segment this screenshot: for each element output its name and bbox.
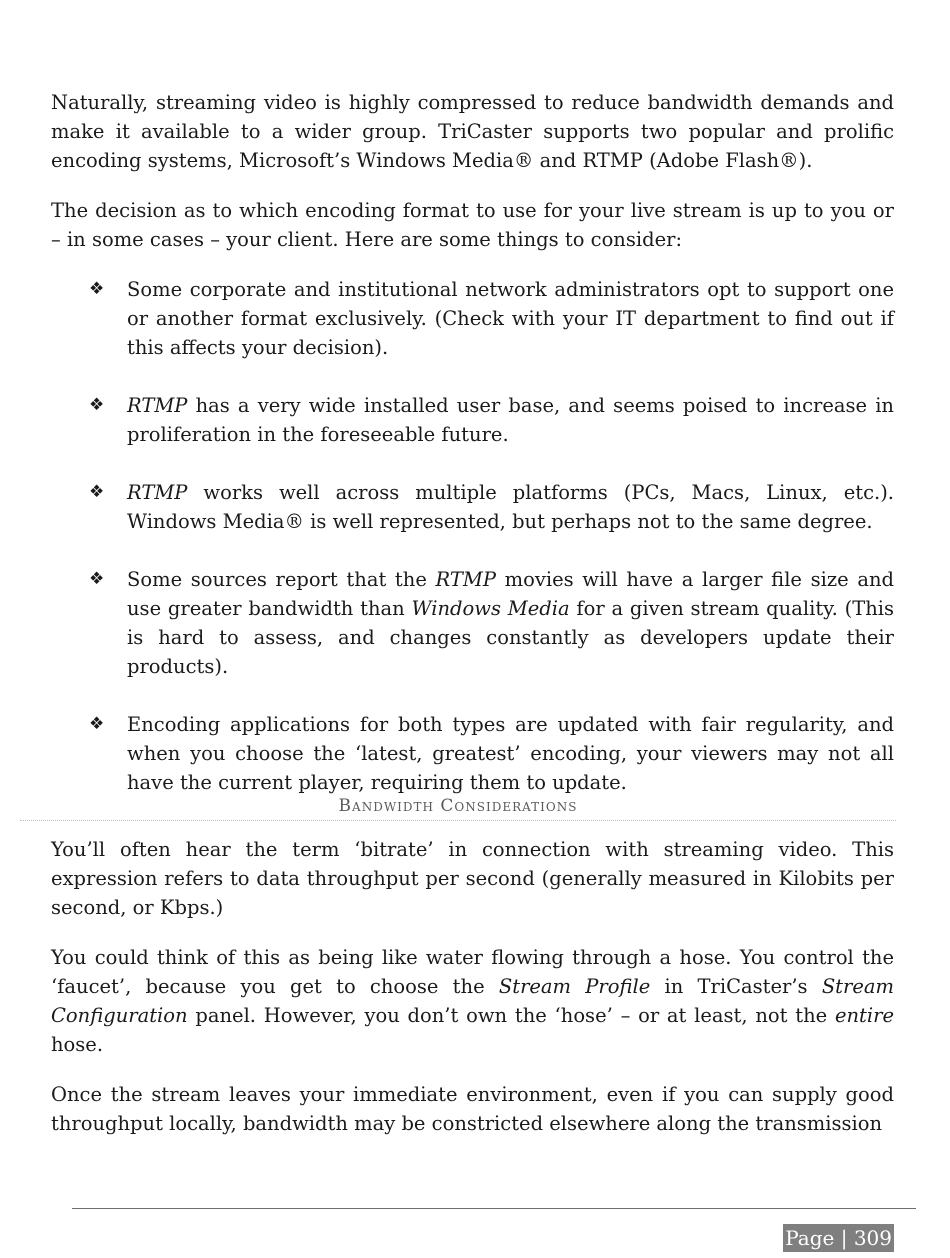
list-item-text: movies will have a larger file size and use greater bandwidth than xyxy=(127,568,894,620)
paragraph-emphasis: entire xyxy=(834,1004,894,1027)
paragraph-text: panel. However, you don’t own the ‘hose’ – or at least, not the xyxy=(187,1004,835,1027)
list-item-emphasis: RTMP xyxy=(435,568,496,591)
footer-divider xyxy=(72,1208,916,1209)
section-paragraph-1: You’ll often hear the term ‘bitrate’ in connection with streaming video. This expression refers to data throughput per second (generally measured in Kilobits per second, or Kbps.) xyxy=(51,838,894,919)
diamond-bullet-icon: ❖ xyxy=(89,279,105,299)
list-item-emphasis: RTMP xyxy=(127,481,188,504)
diamond-bullet-icon: ❖ xyxy=(89,714,105,734)
section-body xyxy=(51,835,894,1159)
list-item-emphasis: Windows Media xyxy=(411,597,570,620)
paragraph-text: You could think of this as being like water flowing through a hose. You control the ‘faucet’, because you get to choose the xyxy=(51,946,894,998)
section-paragraph-3: Once the stream leaves your immediate environment, even if you can supply good throughput locally, bandwidth may be constricted elsewhere along the transmission xyxy=(51,1083,894,1135)
list-item-text: works well across multiple platforms (PCs, Macs, Linux, etc.). Windows Media® is well represented, but perhaps not to the same degree. xyxy=(127,481,894,533)
intro-paragraph-1: Naturally, streaming video is highly compressed to reduce bandwidth demands and make it available to a wider group. TriCaster supports two popular and prolific encoding systems, Microsoft’s Windows Media® and RTMP (Adobe Flash®). xyxy=(51,91,894,172)
considerations-list xyxy=(51,275,894,797)
diamond-bullet-icon: ❖ xyxy=(89,569,105,589)
diamond-bullet-icon: ❖ xyxy=(89,482,105,502)
section-heading: Bandwidth Considerations xyxy=(20,793,896,821)
list-item-text: Some sources report that the xyxy=(127,568,436,591)
page-number-label: Page | 309 xyxy=(785,1226,892,1250)
diamond-bullet-icon: ❖ xyxy=(89,395,105,415)
list-item-text: Some corporate and institutional network administrators opt to support one or another format exclusively. (Check with your IT department to find out if this affects your decision). xyxy=(127,278,894,359)
list-item-text: Encoding applications for both types are updated with fair regularity, and when you choose the ‘latest, greatest’ encoding, your viewers may not all have the current player, requiring them to update. xyxy=(127,713,894,794)
list-item xyxy=(51,391,894,449)
paragraph-emphasis: Stream Profile xyxy=(498,975,651,998)
section-paragraph-2 xyxy=(51,943,894,1059)
main-content xyxy=(51,88,894,826)
intro-paragraph-2: The decision as to which encoding format to use for your live stream is up to you or – in some cases – your client. Here are some things to consider: xyxy=(51,199,894,251)
list-item xyxy=(51,275,894,362)
list-item xyxy=(51,565,894,681)
list-item-emphasis: RTMP xyxy=(127,394,188,417)
list-item xyxy=(51,478,894,536)
list-item-text: for a given stream quality. (This is hard to assess, and changes constantly as developers update their products). xyxy=(127,597,895,678)
list-item-text: has a very wide installed user base, and seems poised to increase in proliferation in the foreseeable future. xyxy=(127,394,894,446)
paragraph-text: hose. xyxy=(51,1033,104,1056)
paragraph-text: in TriCaster’s xyxy=(650,975,822,998)
list-item xyxy=(51,710,894,797)
paragraph-emphasis: Stream Configuration xyxy=(51,975,894,1027)
